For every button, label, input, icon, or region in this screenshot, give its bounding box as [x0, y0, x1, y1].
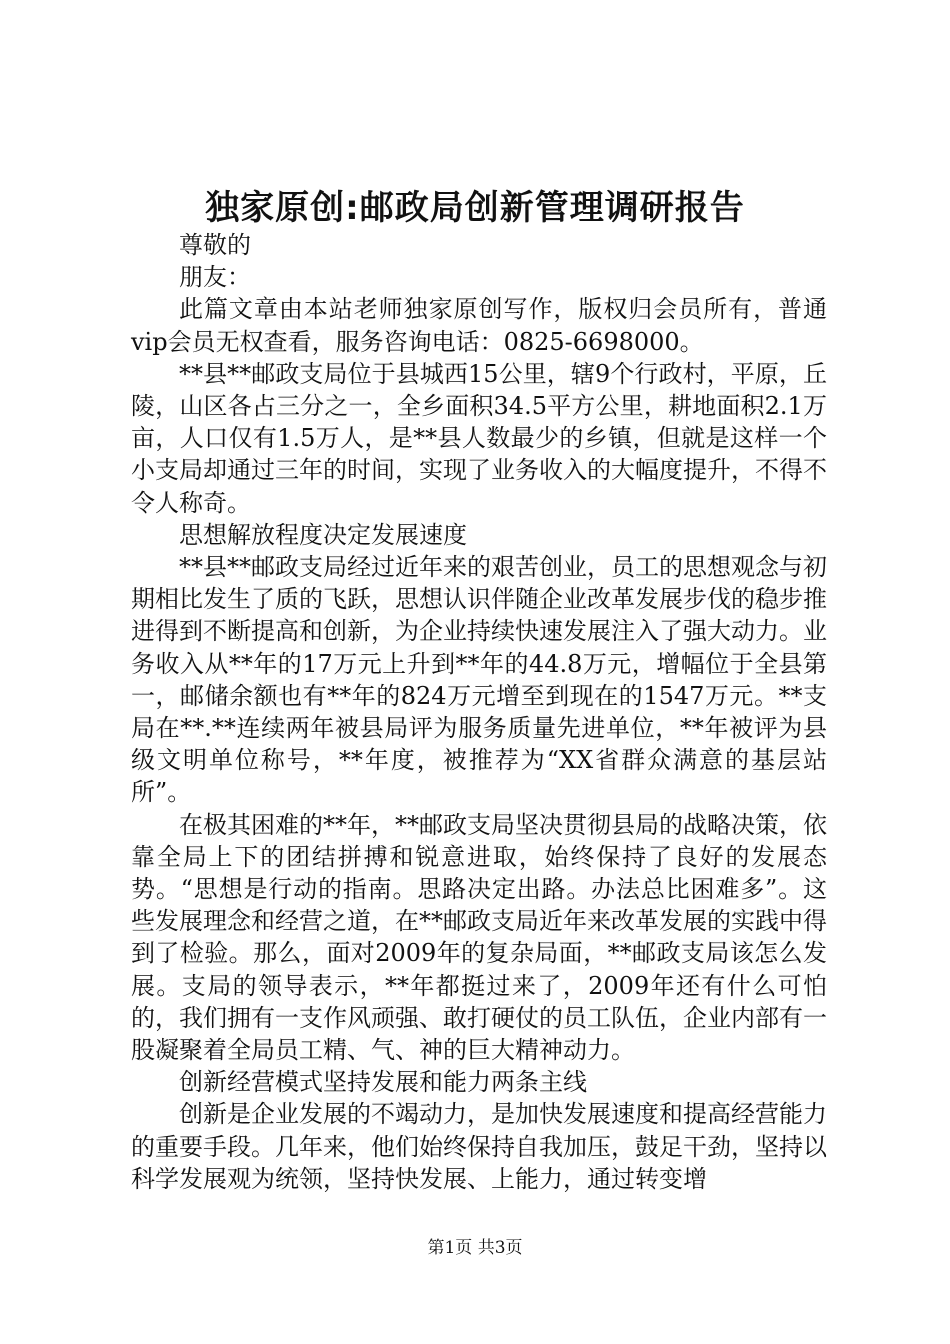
paragraph-salutation-2: 朋友：	[179, 263, 251, 292]
document-title: 独家原创:邮政局创新管理调研报告	[205, 188, 745, 228]
paragraph-difficult-year: 在极其困难的**年，**邮政支局坚决贯彻县局的战略决策，依靠全局上下的团结拼搏和锐意进取，始终保持了良好的发展态势。“思想是行动的指南。思路决定出路。办法总比困难多”。这些发展理念和经营之道，在**邮政支局近年来改革发展的实践中得到了检验。那么，面对2009年的复杂局面，**邮政支局该怎么发展。支局的领导表示，**年都挺过来了，2009年还有什么可怕的，我们拥有一支作风顽强、敢打硬仗的员工队伍，企业内部有一股凝聚着全局员工精、气、神的巨大精神动力。	[131, 810, 827, 1065]
paragraph-innovation: 创新是企业发展的不竭动力，是加快发展速度和提高经营能力的重要手段。几年来，他们始终保持自我加压，鼓足干劲，坚持以科学发展观为统领，坚持快发展、上能力，通过转变增	[131, 1100, 827, 1193]
paragraph-introduction: **县**邮政支局位于县城西15公里，辖9个行政村，平原，丘陵，山区各占三分之一，全乡面积34.5平方公里，耕地面积2.1万亩，人口仅有1.5万人，是**县人数最少的乡镇，但就是这样一个小支局却通过三年的时间，实现了业务收入的大幅度提升，不得不令人称奇。	[131, 359, 827, 517]
paragraph-salutation-1: 尊敬的	[179, 231, 251, 259]
paragraph-copyright-notice: 此篇文章由本站老师独家原创写作，版权归会员所有，普通vip会员无权查看，服务咨询电话：0825-6698000。	[131, 295, 827, 356]
document-body	[131, 229, 827, 1195]
section-heading-thought: 思想解放程度决定发展速度	[179, 520, 467, 549]
paragraph-development: **县**邮政支局经过近年来的艰苦创业，员工的思想观念与初期相比发生了质的飞跃，思想认识伴随企业改革发展步伐的稳步推进得到不断提高和创新，为企业持续快速发展注入了强大动力。业务收入从**年的17万元上升到**年的44.8万元，增幅位于全县第一，邮储余额也有**年的824万元增至到现在的1547万元。**支局在**.**连续两年被县局评为服务质量先进单位，**年被评为县级文明单位称号，**年度，被推荐为“XX省群众满意的基层站所”。	[131, 553, 827, 807]
page-footer: 第1页 共3页	[427, 1238, 523, 1258]
section-heading-innovation: 创新经营模式坚持发展和能力两条主线	[179, 1068, 587, 1097]
